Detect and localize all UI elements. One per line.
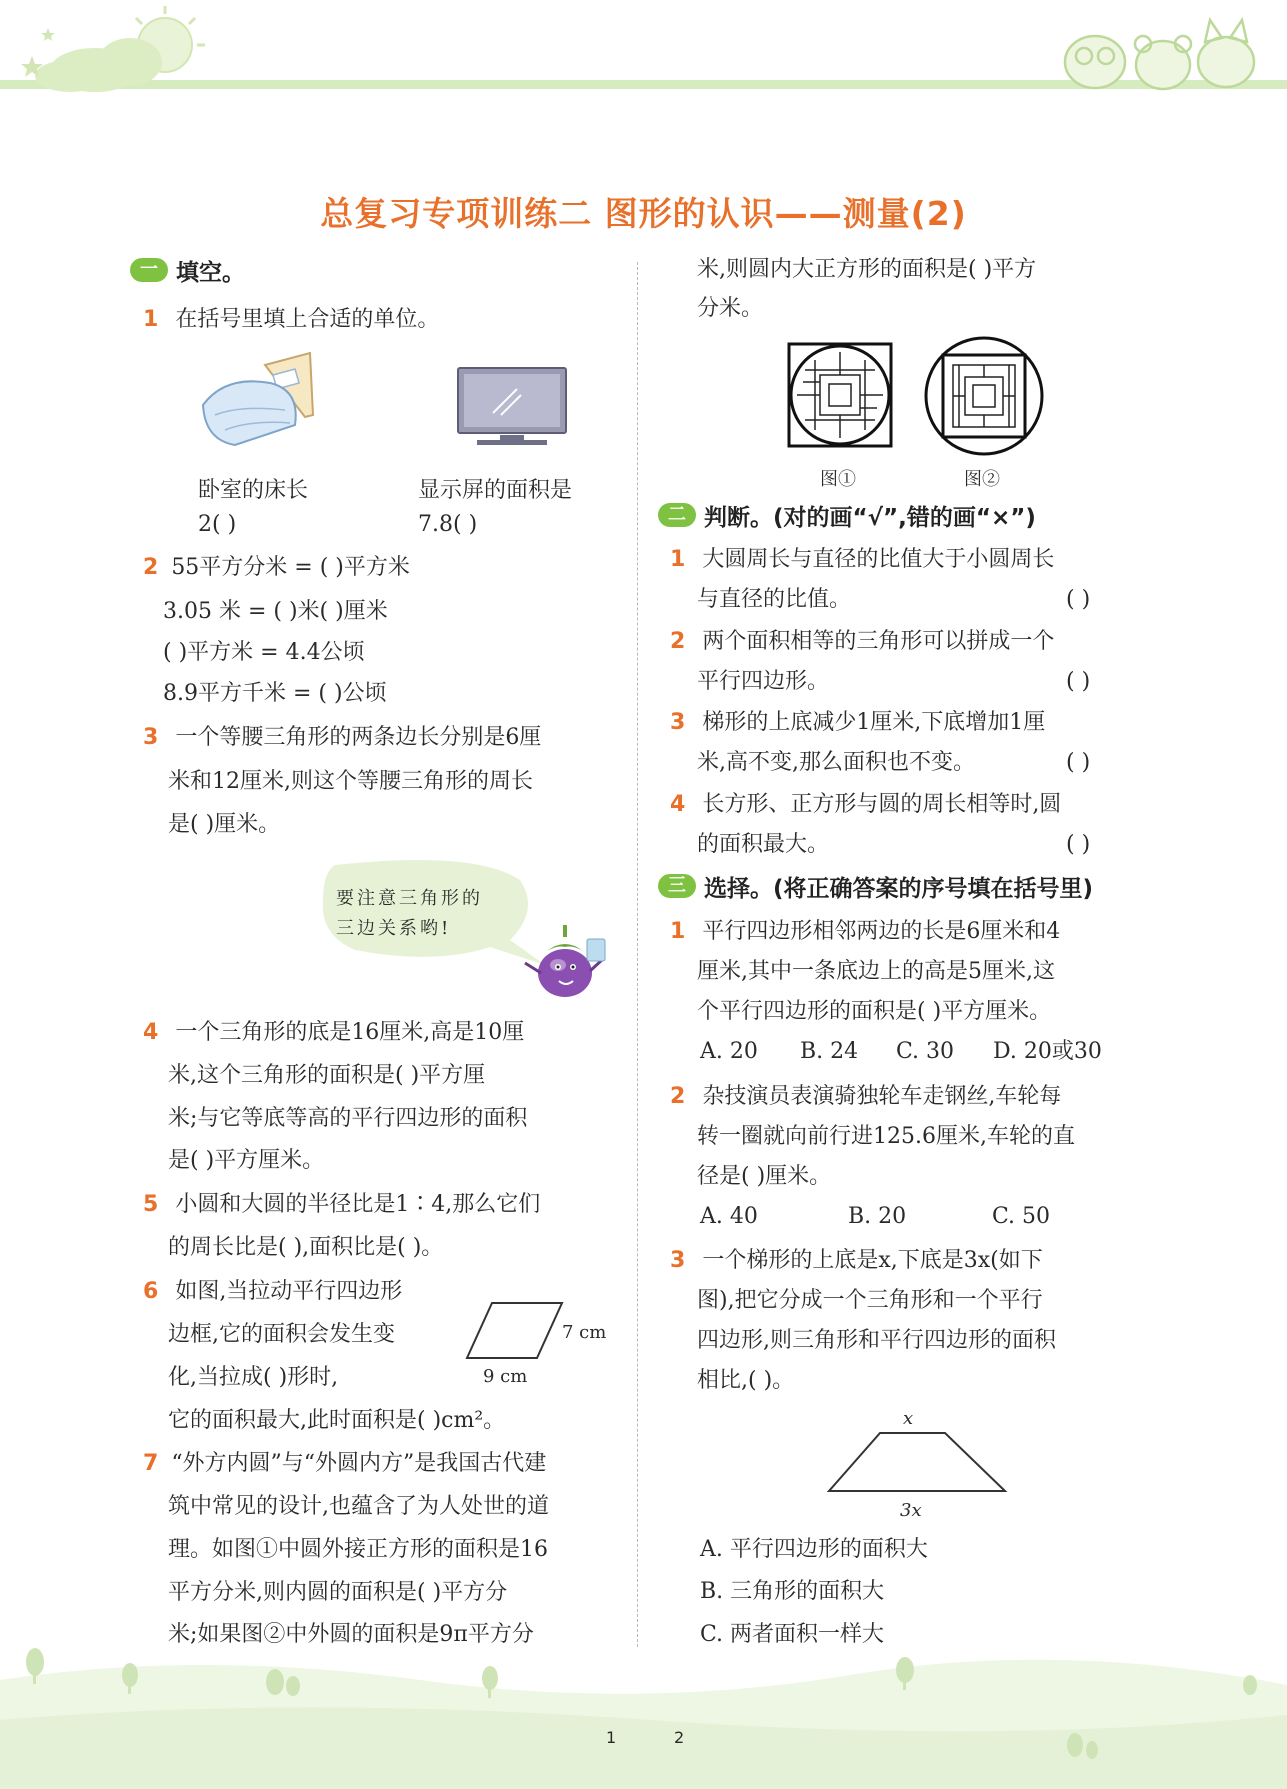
- judge-item-1: [670, 545, 1054, 575]
- option: A. 平行四边形的面积大: [700, 1537, 928, 1562]
- base-length-label: 9 cm: [483, 1366, 528, 1387]
- question-line: 转一圈就向前行进125.6厘米,车轮的直: [697, 1124, 1075, 1149]
- question-1: [143, 305, 439, 335]
- question-line: 是( )平方厘米。: [168, 1148, 325, 1173]
- question-line: 小圆和大圆的半径比是1∶4,那么它们: [175, 1192, 541, 1217]
- question-line: 3.05 米 = ( )米( )厘米: [163, 599, 388, 624]
- question-line: 一个梯形的上底是x,下底是3x(如下: [702, 1248, 1043, 1273]
- question-line: 厘米,其中一条底边上的高是5厘米,这: [697, 959, 1055, 984]
- page-title: 总复习专项训练二 图形的认识——测量(2): [320, 194, 967, 233]
- judge-item-3: [670, 708, 1045, 738]
- bed-illustration: [195, 345, 320, 450]
- screen-answer-blank: 7.8( ): [418, 512, 478, 537]
- section-label: 选择。(将正确答案的序号填在括号里): [704, 875, 1094, 902]
- question-line: 一个等腰三角形的两条边长分别是6厘: [175, 725, 542, 750]
- question-line: 米,则圆内大正方形的面积是( )平方: [697, 257, 1037, 282]
- hint-bubble: [336, 884, 483, 944]
- question-line: 长方形、正方形与圆的周长相等时,圆: [702, 792, 1062, 817]
- question-line: 8.9平方千米 = ( )公顷: [163, 681, 387, 706]
- question-number: 5: [143, 1192, 159, 1217]
- question-number: 3: [143, 725, 159, 750]
- header-decoration: [0, 0, 1287, 110]
- question-line: 的面积最大。: [697, 832, 830, 857]
- question-text: 在括号里填上合适的单位。: [175, 307, 440, 332]
- option: A. 20: [700, 1039, 758, 1064]
- question-line: 大圆周长与直径的比值大于小圆周长: [702, 547, 1055, 572]
- option: A. 40: [700, 1204, 758, 1229]
- question-line: 杂技演员表演骑独轮车走钢丝,车轮每: [702, 1084, 1062, 1109]
- question-3: [143, 723, 541, 753]
- figure-2-circle-outside-square: [923, 335, 1045, 457]
- answer-paren[interactable]: ( ): [1066, 832, 1091, 857]
- hint-line: 要注意三角形的: [336, 888, 483, 909]
- answer-paren[interactable]: ( ): [1066, 587, 1091, 612]
- question-line: 梯形的上底减少1厘米,下底增加1厘: [702, 710, 1046, 735]
- parallelogram-figure: [462, 1298, 572, 1370]
- question-line: ( )平方米 = 4.4公顷: [163, 640, 365, 665]
- question-5: [143, 1190, 540, 1220]
- page-number-left: 1: [606, 1728, 617, 1747]
- answer-paren[interactable]: ( ): [1066, 669, 1091, 694]
- option: C. 50: [992, 1204, 1051, 1229]
- option: C. 两者面积一样大: [700, 1622, 885, 1647]
- side-length-label: 7 cm: [562, 1322, 607, 1343]
- question-line: 如图,当拉动平行四边形: [175, 1279, 403, 1304]
- judge-item-2: [670, 627, 1054, 657]
- question-line: 平行四边形。: [697, 669, 830, 694]
- question-line: 米,这个三角形的面积是( )平方厘: [168, 1063, 486, 1088]
- trapezoid-bottom-label: 3x: [900, 1500, 922, 1521]
- option: B. 20: [848, 1204, 907, 1229]
- question-line: 是( )厘米。: [168, 812, 281, 837]
- figure-2-caption: 图②: [964, 469, 1000, 490]
- question-2: [143, 553, 410, 583]
- question-line: 筑中常见的设计,也蕴含了为人处世的道: [168, 1494, 549, 1519]
- monitor-illustration: [455, 365, 570, 450]
- animal-friends-icon: [1065, 20, 1254, 89]
- bed-caption: 卧室的床长: [198, 478, 309, 503]
- question-line: 一个三角形的底是16厘米,高是10厘: [175, 1020, 525, 1045]
- question-line: 相比,( )。: [697, 1368, 795, 1393]
- section-multiple-choice: [658, 871, 1093, 901]
- choice-question-2: [670, 1082, 1061, 1112]
- question-line: 分米。: [697, 296, 764, 321]
- question-line: 平行四边形相邻两边的长是6厘米和4: [702, 919, 1061, 944]
- question-line: 55平方分米 = ( )平方米: [171, 555, 410, 580]
- judge-item-4: [670, 790, 1061, 820]
- question-6: [143, 1277, 402, 1307]
- option: C. 30: [896, 1039, 955, 1064]
- question-4: [143, 1018, 524, 1048]
- choice-question-1: [670, 917, 1060, 947]
- question-line: 米;如果图②中外圆的面积是9π平方分: [168, 1622, 534, 1647]
- question-line: 米和12厘米,则这个等腰三角形的周长: [168, 769, 533, 794]
- question-line: 米,高不变,那么面积也不变。: [697, 750, 975, 775]
- question-line: 化,当拉成( )形时,: [168, 1365, 339, 1390]
- bed-answer-blank: 2( ): [198, 512, 237, 537]
- figure-1-caption: 图①: [820, 469, 856, 490]
- question-line: “外方内圆”与“外圆内方”是我国古代建: [171, 1451, 547, 1476]
- column-divider: [637, 262, 638, 1647]
- question-number: 2: [670, 1084, 686, 1109]
- question-line: 与直径的比值。: [697, 587, 852, 612]
- trapezoid-figure: [825, 1428, 1010, 1498]
- section-true-false: [658, 500, 1036, 530]
- option: B. 24: [800, 1039, 859, 1064]
- question-number: 7: [143, 1451, 159, 1476]
- section-badge: 三: [658, 874, 696, 898]
- question-line: 理。如图①中圆外接正方形的面积是16: [168, 1537, 548, 1562]
- question-7: [143, 1449, 546, 1479]
- question-number: 1: [670, 919, 686, 944]
- option: D. 20或30: [993, 1039, 1102, 1064]
- trapezoid-top-label: x: [903, 1408, 914, 1429]
- footer-landscape: [0, 1640, 1287, 1789]
- question-number: 3: [670, 710, 686, 735]
- section-label: 判断。(对的画“√”,错的画“×”): [704, 504, 1036, 531]
- answer-paren[interactable]: ( ): [1066, 750, 1091, 775]
- question-number: 1: [670, 547, 686, 572]
- page-number-right: 2: [674, 1728, 685, 1747]
- choice-question-3: [670, 1246, 1043, 1276]
- question-number: 2: [670, 629, 686, 654]
- option: B. 三角形的面积大: [700, 1579, 885, 1604]
- question-line: 径是( )厘米。: [697, 1164, 832, 1189]
- question-number: 4: [143, 1020, 159, 1045]
- question-line: 平方分米,则内圆的面积是( )平方分: [168, 1580, 508, 1605]
- question-line: 四边形,则三角形和平行四边形的面积: [697, 1328, 1056, 1353]
- section-badge: 二: [658, 503, 696, 527]
- question-number: 4: [670, 792, 686, 817]
- question-line: 两个面积相等的三角形可以拼成一个: [702, 629, 1055, 654]
- question-number: 6: [143, 1279, 159, 1304]
- question-number: 3: [670, 1248, 686, 1273]
- screen-caption: 显示屏的面积是: [418, 478, 573, 503]
- hint-line: 三边关系哟!: [336, 918, 452, 939]
- figure-1-square-outside-circle: [785, 340, 895, 450]
- question-number: 1: [143, 307, 159, 332]
- question-line: 边框,它的面积会发生变: [168, 1322, 395, 1347]
- question-number: 2: [143, 555, 159, 580]
- cloud-icon: [35, 38, 162, 92]
- section-badge: 一: [130, 258, 168, 282]
- question-line: 它的面积最大,此时面积是( )cm²。: [168, 1408, 506, 1433]
- question-line: 个平行四边形的面积是( )平方厘米。: [697, 999, 1052, 1024]
- question-line: 图),把它分成一个三角形和一个平行: [697, 1288, 1043, 1313]
- question-line: 的周长比是( ),面积比是( )。: [168, 1235, 444, 1260]
- section-label: 填空。: [176, 259, 245, 286]
- question-line: 米;与它等底等高的平行四边形的面积: [168, 1106, 528, 1131]
- section-fill-in: [130, 255, 245, 285]
